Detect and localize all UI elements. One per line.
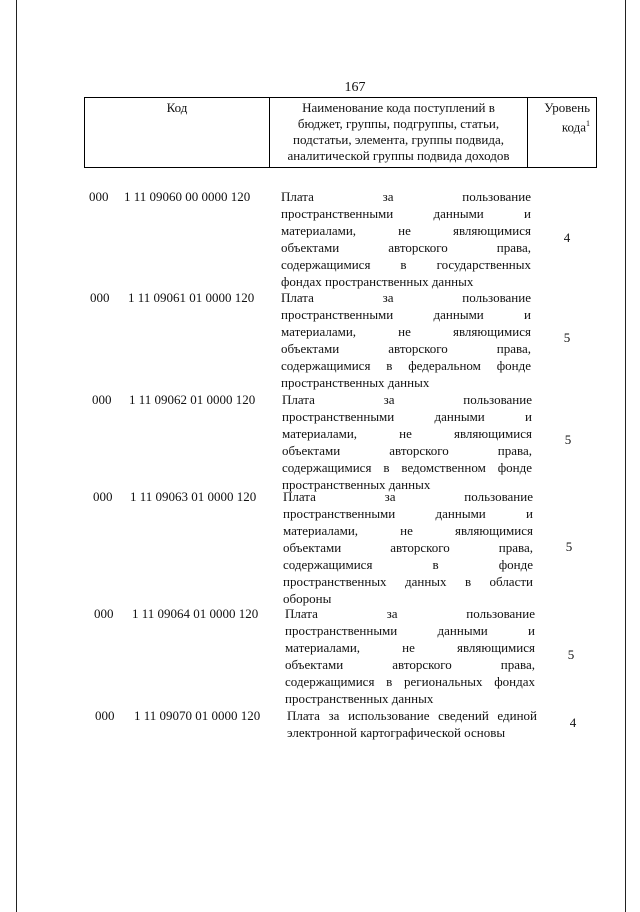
row-prefix: 000 [93,489,113,504]
header-level-cell [528,98,596,167]
row-description-line: содержащимися в фонде [283,557,533,572]
header-level-line: Уровень [544,100,590,115]
row-description-line: пространственными данными и [283,506,533,521]
row-description-line: объектами авторского права, [282,443,532,458]
page-border-left [16,0,17,912]
row-description-line: фондах пространственных данных [281,274,474,289]
row-description-line: содержащимися в ведомственном фонде [282,460,532,475]
row-description [285,605,535,707]
row-code: 1 11 09070 01 0000 120 [134,708,261,723]
page-number: 167 [344,80,366,95]
row-description-line: материалами, не являющимися [282,426,532,441]
row-description [281,188,531,290]
row-description-line: материалами, не являющимися [281,223,531,238]
row-description [281,289,531,391]
row-prefix: 000 [94,606,114,621]
row-level: 5 [567,647,575,662]
row-description [287,707,537,741]
row-description-line: обороны [283,591,332,606]
row-description-line: Плата за пользование [281,189,531,204]
row-level: 5 [564,432,572,447]
row-description-line: объектами авторского права, [283,540,533,555]
row-description-line: содержащимися в федеральном фонде [281,358,531,373]
header-level-line [532,116,590,135]
row-prefix: 000 [92,392,112,407]
row-description-line: пространственных данных [285,691,434,706]
header-code-cell [85,98,270,167]
row-prefix: 000 [90,290,110,305]
row-prefix: 000 [95,708,115,723]
row-description-line: материалами, не являющимися [285,640,535,655]
header-name-line: подстатьи, элемента, группы подвида, [293,132,504,147]
row-description-line: Плата за использование сведений единой [287,708,537,723]
header-name-line: Наименование кода поступлений в [302,100,495,115]
row-code: 1 11 09062 01 0000 120 [129,392,256,407]
row-description [282,391,532,493]
row-description-line: содержащимися в государственных [281,257,531,272]
row-description-line: материалами, не являющимися [281,324,531,339]
header-level-word: кода [561,119,586,135]
row-description-line: Плата за пользование [281,290,531,305]
header-code-label: Код [166,100,188,115]
table-header [84,97,597,168]
row-description [283,488,533,607]
row-description-line: Плата за пользование [285,606,535,621]
row-description-line: объектами авторского права, [281,341,531,356]
row-description-line: содержащимися в региональных фондах [285,674,535,689]
row-description-line: пространственных данных [282,477,431,492]
row-level: 5 [565,539,573,554]
row-description-line: пространственных данных в области [283,574,533,589]
row-description-line: пространственными данными и [281,206,531,221]
row-description-line: объектами авторского права, [285,657,535,672]
row-code: 1 11 09061 01 0000 120 [128,290,255,305]
page-border-right [625,0,626,912]
row-description-line: Плата за пользование [282,392,532,407]
row-description-line: материалами, не являющимися [283,523,533,538]
row-level: 4 [569,715,577,730]
row-description-line: пространственных данных [281,375,430,390]
row-description-line: электронной картографической основы [287,725,506,740]
row-description-line: Плата за пользование [283,489,533,504]
header-name-line: бюджет, группы, подгруппы, статьи, [297,116,500,131]
header-name-line: аналитической группы подвида доходов [287,148,510,163]
header-level-footnote: 1 [586,119,590,128]
row-level: 4 [563,230,571,245]
row-level: 5 [563,330,571,345]
row-code: 1 11 09063 01 0000 120 [130,489,257,504]
row-prefix: 000 [89,189,109,204]
row-description-line: пространственными данными и [281,307,531,322]
row-description-line: пространственными данными и [285,623,535,638]
row-code: 1 11 09064 01 0000 120 [132,606,259,621]
row-description-line: пространственными данными и [282,409,532,424]
row-code: 1 11 09060 00 0000 120 [124,189,251,204]
header-name-cell [270,98,528,167]
row-description-line: объектами авторского права, [281,240,531,255]
